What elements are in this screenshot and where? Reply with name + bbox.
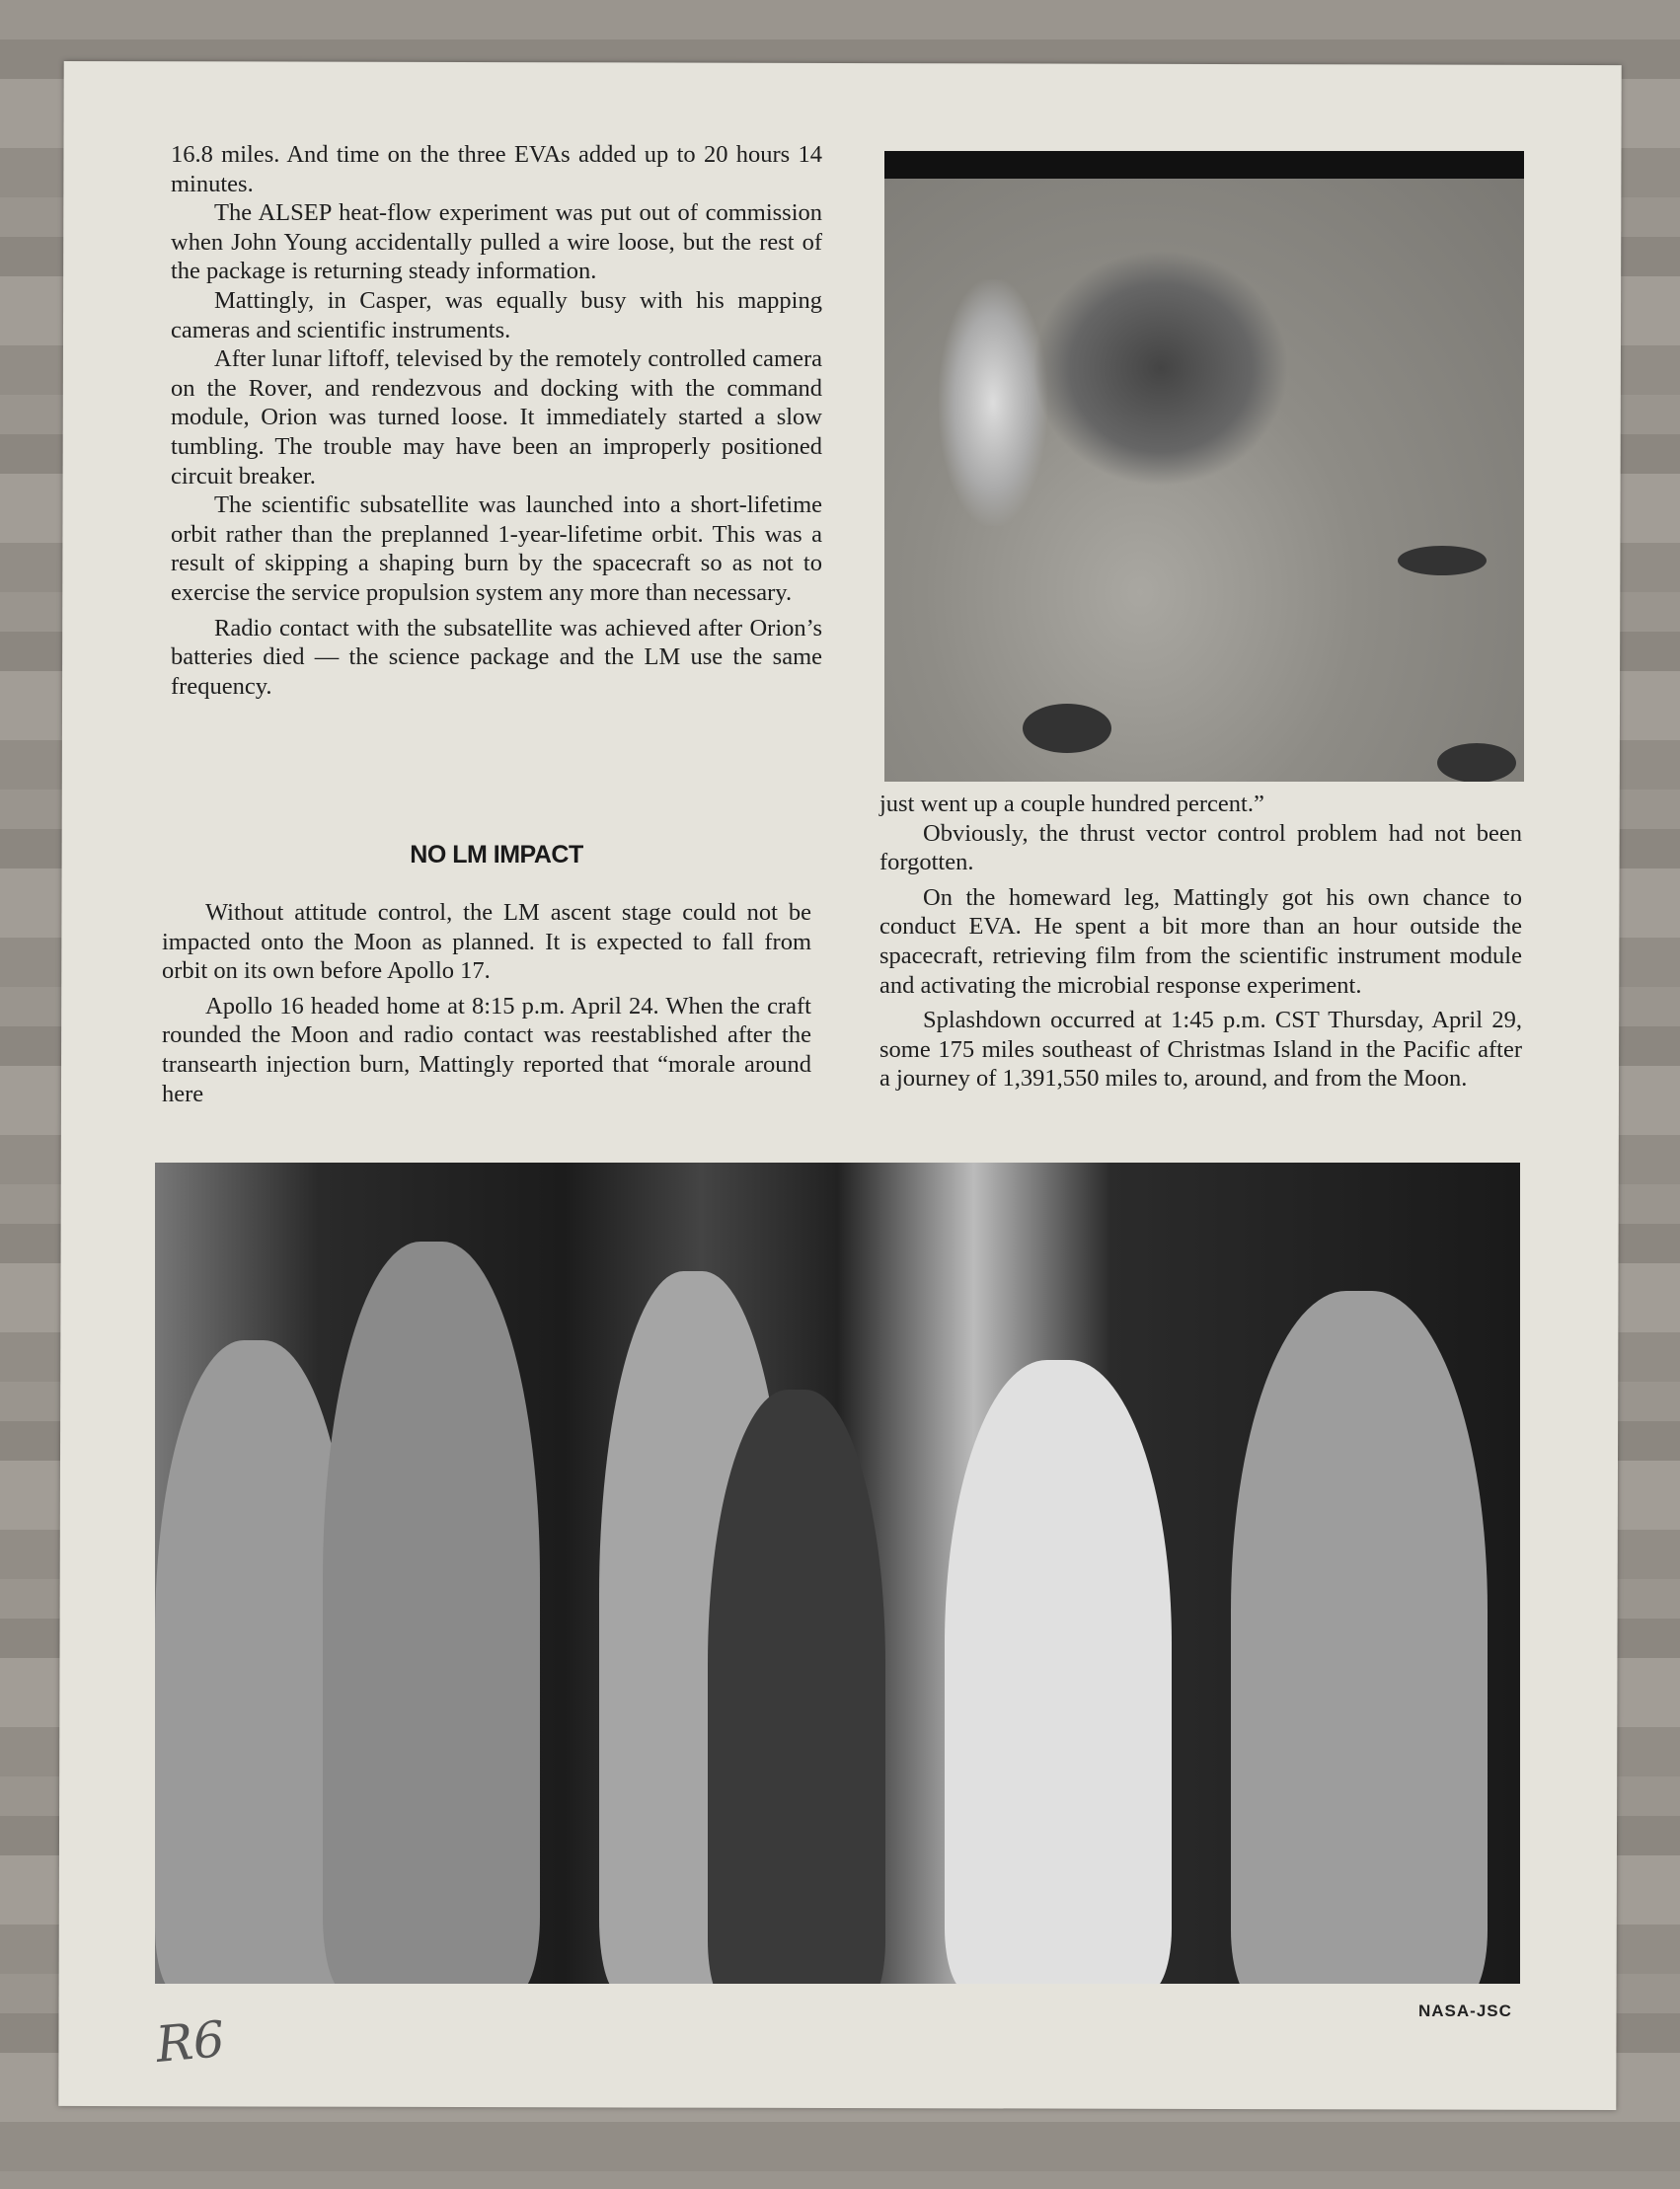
- paragraph: Mattingly, in Casper, was equally busy with his mapping cameras and scientific instruments.: [171, 286, 822, 343]
- paragraph: Obviously, the thrust vector control problem had not been forgotten.: [879, 819, 1522, 876]
- paragraph: Splashdown occurred at 1:45 p.m. CST Thursday, April 29, some 175 miles southeast of Christmas Island in the Pacific after a journey of 1,391,550 miles to, around, and from the Moon.: [879, 1007, 1522, 1093]
- paragraph: just went up a couple hundred percent.”: [879, 791, 1264, 817]
- paragraph: Without attitude control, the LM ascent stage could not be impacted onto the Moon as planned. It is expected to fall from orbit on its own before Apollo 17.: [162, 899, 811, 985]
- photo-credit: NASA-JSC: [1418, 2001, 1512, 2020]
- lunar-rover-photo: [884, 151, 1524, 782]
- paragraph: 16.8 miles. And time on the three EVAs added up to 20 hours 14 minutes.: [171, 141, 822, 197]
- left-column-bottom: [162, 898, 811, 1108]
- paragraph: The ALSEP heat-flow experiment was put out of commission when John Young accidentally pulled a wire loose, but the rest of the package is returning steady information.: [171, 199, 822, 285]
- paragraph: On the homeward leg, Mattingly got his own chance to conduct EVA. He spent a bit more than an hour outside the spacecraft, retrieving film from the scientific instrument module and activating the microbial response experiment.: [879, 883, 1522, 999]
- right-column: [879, 790, 1522, 1094]
- crew-welcome-photo: [155, 1163, 1520, 1984]
- handwritten-mark: R6: [153, 2010, 227, 2074]
- paragraph: Radio contact with the subsatellite was achieved after Orion’s batteries died — the science package and the LM use the same frequency.: [171, 614, 822, 700]
- left-column-top: [171, 140, 822, 701]
- paragraph: Apollo 16 headed home at 8:15 p.m. April 24. When the craft rounded the Moon and radio contact was reestablished after the transearth injection burn, Mattingly reported that “morale around here: [162, 992, 811, 1107]
- section-heading: NO LM IMPACT: [410, 841, 583, 868]
- paragraph: After lunar liftoff, televised by the remotely controlled camera on the Rover, and rendezvous and docking with the command module, Orion was turned loose. It immediately started a slow tumbling. The trouble may have been an improperly positioned circuit breaker.: [171, 345, 822, 490]
- paragraph: The scientific subsatellite was launched into a short-lifetime orbit rather than the preplanned 1-year-lifetime orbit. This was a result of skipping a shaping burn by the spacecraft so as not to exercise the service propulsion system any more than necessary.: [171, 491, 822, 606]
